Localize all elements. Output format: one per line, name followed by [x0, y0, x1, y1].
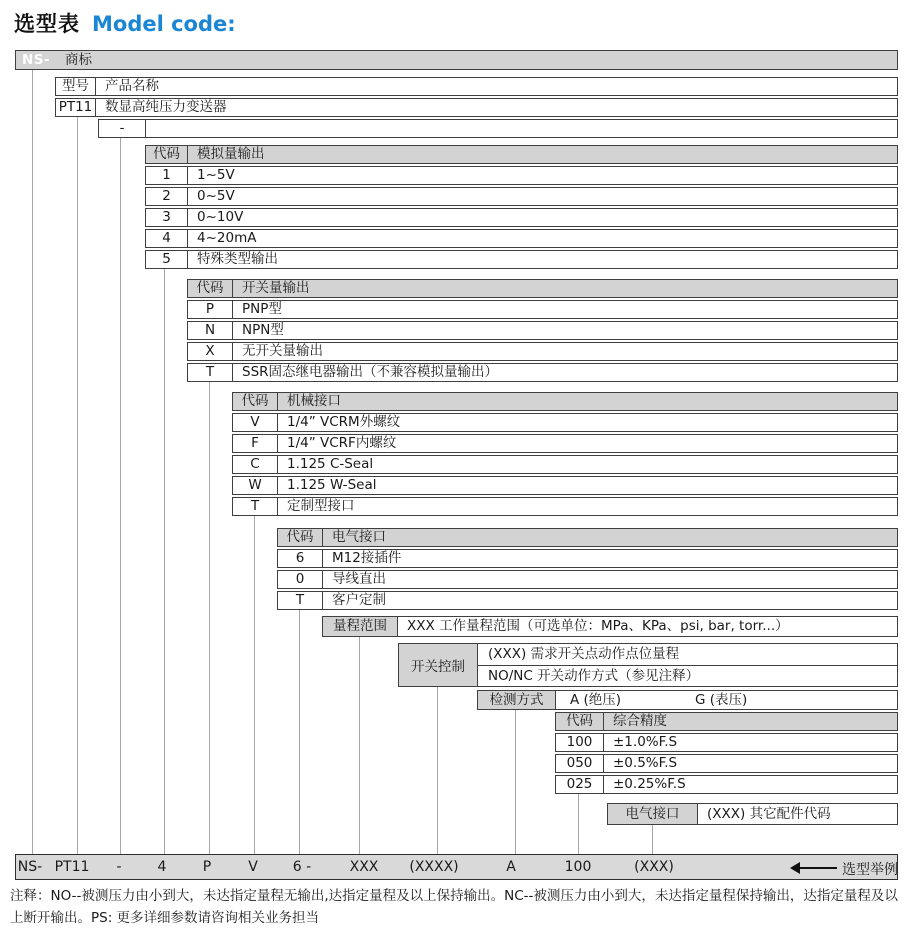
- table-row: [145, 250, 898, 269]
- table-row: [55, 98, 898, 117]
- desc-cell: 导线直出: [323, 571, 897, 588]
- desc-cell: [556, 691, 897, 709]
- page-title-zh: 选型表: [14, 12, 80, 36]
- table-row: [145, 208, 898, 227]
- detection-label-cell: 检测方式: [478, 691, 556, 709]
- code-cell: 2: [146, 188, 188, 205]
- ladder-line-detection: [515, 710, 516, 854]
- detection-option-absolute: A (绝压): [570, 692, 622, 708]
- block-range: [322, 616, 898, 637]
- desc-cell: ±0.25%F.S: [604, 776, 897, 793]
- code-cell: 3: [146, 209, 188, 226]
- left-arrow-line: [799, 867, 837, 869]
- table-row: [555, 733, 898, 752]
- switch-control-row: (XXX) 需求开关点动作点位量程: [478, 644, 897, 666]
- table-row: [145, 166, 898, 185]
- desc-cell: 无开关量输出: [233, 343, 897, 360]
- ladder-line-accuracy: [578, 794, 579, 854]
- table-row: [232, 434, 898, 453]
- code-cell: 代码: [188, 280, 233, 297]
- desc-cell: 电气接口: [323, 529, 897, 546]
- example-item: -: [116, 859, 122, 875]
- code-cell: 代码: [146, 146, 188, 163]
- example-item: 100: [564, 859, 592, 875]
- code-cell: F: [233, 435, 278, 452]
- desc-cell: 1/4” VCRM外螺纹: [278, 414, 897, 431]
- table-row: [277, 591, 898, 610]
- ladder-line-switch-control: [437, 687, 438, 854]
- desc-cell: SSR固态继电器输出（不兼容模拟量输出）: [233, 364, 897, 381]
- desc-cell: [146, 120, 897, 137]
- code-cell: 代码: [556, 713, 604, 730]
- table-row: [187, 342, 898, 361]
- block-mechanical-interface: [232, 392, 898, 516]
- ladder-line-brand: [32, 70, 33, 854]
- desc-cell: 产品名称: [96, 78, 897, 95]
- code-cell: 型号: [56, 78, 96, 95]
- code-cell: 100: [556, 734, 604, 751]
- table-row: [232, 497, 898, 516]
- table-row: [555, 775, 898, 794]
- brand-label-cell: 商标: [56, 51, 897, 69]
- code-cell: -: [99, 120, 146, 137]
- desc-cell: 数显高纯压力变送器: [96, 99, 897, 116]
- table-row: [187, 363, 898, 382]
- desc-cell: 机械接口: [278, 393, 897, 410]
- example-item: NS-: [17, 859, 43, 875]
- desc-cell: NPN型: [233, 322, 897, 339]
- desc-cell: M12接插件: [323, 550, 897, 567]
- example-item: A: [506, 859, 516, 875]
- desc-cell: 1.125 C-Seal: [278, 456, 897, 473]
- code-cell: 4: [146, 230, 188, 247]
- code-cell: 代码: [278, 529, 323, 546]
- desc-cell: 模拟量输出: [188, 146, 897, 163]
- switch-control-rows: [478, 644, 897, 686]
- example-item: 6 -: [292, 859, 312, 875]
- example-item: (XXX): [634, 859, 674, 875]
- table-header-row: [277, 528, 898, 547]
- accessory-label-cell: 电气接口: [608, 804, 698, 824]
- desc-cell: PNP型: [233, 301, 897, 318]
- table-row: [15, 50, 898, 70]
- table-row: [322, 616, 898, 637]
- block-switch-output: [187, 279, 898, 382]
- table-row: [232, 413, 898, 432]
- block-model: [55, 77, 898, 117]
- code-cell: N: [188, 322, 233, 339]
- code-cell: 050: [556, 755, 604, 772]
- code-cell: X: [188, 343, 233, 360]
- table-row: [277, 570, 898, 589]
- desc-cell: 4~20mA: [188, 230, 897, 247]
- block-switch-control: [398, 643, 898, 687]
- switch-control-row: NO/NC 开关动作方式（参见注释）: [488, 667, 700, 684]
- ladder-line-accessory: [652, 825, 653, 854]
- example-item: (XXXX): [409, 859, 459, 875]
- brand-code-cell: NS-: [16, 51, 56, 69]
- ladder-line-dash: [120, 138, 121, 854]
- ladder-line-mechanical: [254, 516, 255, 854]
- ladder-line-switch: [209, 382, 210, 854]
- ladder-line-range: [359, 637, 360, 854]
- range-label-cell: 量程范围: [323, 617, 398, 636]
- block-analog-output: [145, 145, 898, 269]
- desc-cell: (XXX) 其它配件代码: [698, 804, 897, 824]
- block-brand: [15, 50, 898, 70]
- code-cell: 6: [278, 550, 323, 567]
- page-title: [14, 8, 236, 38]
- code-cell: T: [278, 592, 323, 609]
- desc-cell: ±0.5%F.S: [604, 755, 897, 772]
- detection-option-gauge: G (表压): [695, 692, 748, 708]
- example-caption: 选型举例: [842, 862, 898, 878]
- example-item: V: [248, 859, 258, 875]
- desc-cell: 0~5V: [188, 188, 897, 205]
- example-item: 4: [157, 859, 167, 875]
- code-cell: T: [233, 498, 278, 515]
- desc-cell: 定制型接口: [278, 498, 897, 515]
- block-detection-mode: [477, 690, 898, 710]
- table-row: [232, 455, 898, 474]
- desc-cell: 0~10V: [188, 209, 897, 226]
- code-cell: 025: [556, 776, 604, 793]
- ladder-line-analog: [164, 269, 165, 854]
- table-row: [477, 690, 898, 710]
- desc-cell: 1.125 W-Seal: [278, 477, 897, 494]
- switch-control-label-cell: 开关控制: [399, 644, 478, 686]
- table-row: [145, 187, 898, 206]
- table-row: [98, 119, 898, 138]
- table-row: [55, 77, 898, 96]
- code-cell: C: [233, 456, 278, 473]
- table-header-row: [187, 279, 898, 298]
- code-cell: 代码: [233, 393, 278, 410]
- table-row: [187, 300, 898, 319]
- table-row: [232, 476, 898, 495]
- block-electrical-interface: [277, 528, 898, 610]
- table-row: [555, 754, 898, 773]
- switch-control-box: [398, 643, 898, 687]
- desc-cell: 特殊类型输出: [188, 251, 897, 268]
- code-cell: 5: [146, 251, 188, 268]
- table-row: [277, 549, 898, 568]
- block-accuracy: [555, 712, 898, 794]
- table-row: [187, 321, 898, 340]
- example-item: P: [202, 859, 212, 875]
- code-cell: 1: [146, 167, 188, 184]
- code-cell: T: [188, 364, 233, 381]
- table-header-row: [555, 712, 898, 731]
- ladder-line-electrical: [299, 610, 300, 854]
- page-title-en: Model code:: [92, 12, 236, 36]
- example-item: PT11: [54, 859, 90, 875]
- table-row: [607, 803, 898, 825]
- example-item: XXX: [349, 859, 379, 875]
- desc-cell: 综合精度: [604, 713, 897, 730]
- desc-cell: 开关量输出: [233, 280, 897, 297]
- table-header-row: [145, 145, 898, 164]
- block-accessory: [607, 803, 898, 825]
- desc-cell: XXX 工作量程范围（可选单位：MPa、KPa、psi, bar, torr...）: [398, 617, 897, 636]
- desc-cell: 1/4” VCRF内螺纹: [278, 435, 897, 452]
- code-cell: V: [233, 414, 278, 431]
- ladder-line-model: [77, 117, 78, 854]
- code-cell: 0: [278, 571, 323, 588]
- block-dash: [98, 119, 898, 138]
- code-cell: PT11: [56, 99, 96, 116]
- table-row: [145, 229, 898, 248]
- desc-cell: 客户定制: [323, 592, 897, 609]
- table-header-row: [232, 392, 898, 411]
- desc-cell: ±1.0%F.S: [604, 734, 897, 751]
- example-bar: [15, 854, 898, 880]
- code-cell: W: [233, 477, 278, 494]
- desc-cell: 1~5V: [188, 167, 897, 184]
- code-cell: P: [188, 301, 233, 318]
- footnote: 注释：NO--被测压力由小到大，未达指定量程无输出,达指定量程及以上保持输出。NC--被测压力由小到大，未达指定量程保持输出，达指定量程及以上断开输出。PS: 更多详细参数请咨询相关业务担当: [10, 888, 898, 926]
